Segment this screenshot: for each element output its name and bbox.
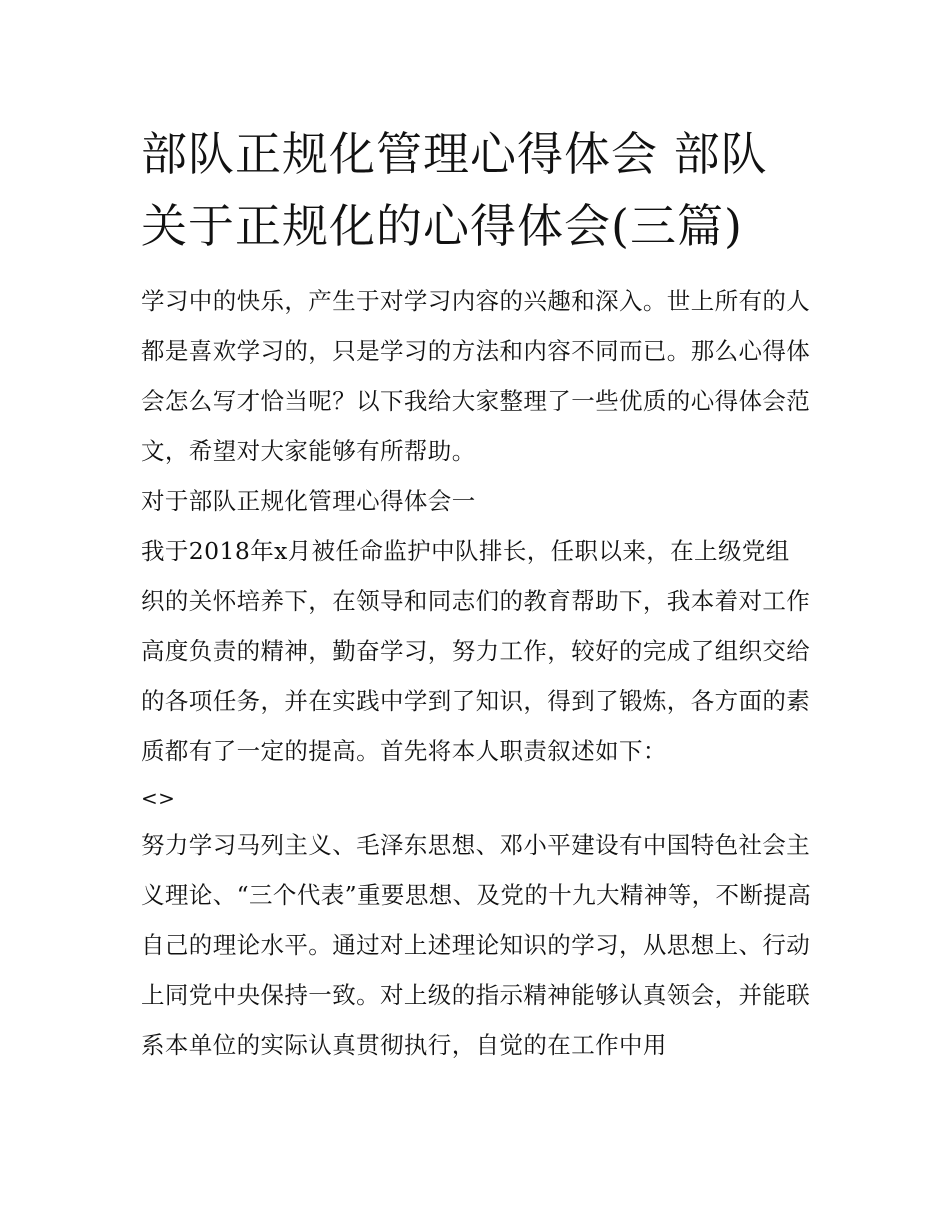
placeholder-marker: <> (141, 786, 176, 810)
body-paragraph: 我于2018年x月被任命监护中队排长，任职以来，在上级党组织的关怀培养下，在领导和同志们的教育帮助下，我本着对工作高度负责的精神，勤奋学习，努力工作，较好的完成了组织交给的各项任务，并在实践中学到了知识，得到了锻炼，各方面的素质都有了一定的提高。首先将本人职责叙述如下： (141, 537, 811, 765)
intro-paragraph: 学习中的快乐，产生于对学习内容的兴趣和深入。世上所有的人都是喜欢学习的，只是学习的方法和内容不同而已。那么心得体会怎么写才恰当呢？以下我给大家整理了一些优质的心得体会范文，希望对大家能够有所帮助。 (141, 287, 811, 465)
document-body (141, 276, 813, 1070)
document-page (141, 118, 813, 1070)
document-title: 部队正规化管理心得体会 部队关于正规化的心得体会(三篇) (141, 127, 768, 253)
section-heading: 对于部队正规化管理心得体会一 (141, 487, 476, 515)
body-paragraph: 努力学习马列主义、毛泽东思想、邓小平建设有中国特色社会主义理论、“三个代表”重要思想、及党的十九大精神等，不断提高自己的理论水平。通过对上述理论知识的学习，从思想上、行动上同党中央保持一致。对上级的指示精神能够认真领会，并能联系本单位的实际认真贯彻执行，自觉的在工作中用 (141, 831, 812, 1059)
